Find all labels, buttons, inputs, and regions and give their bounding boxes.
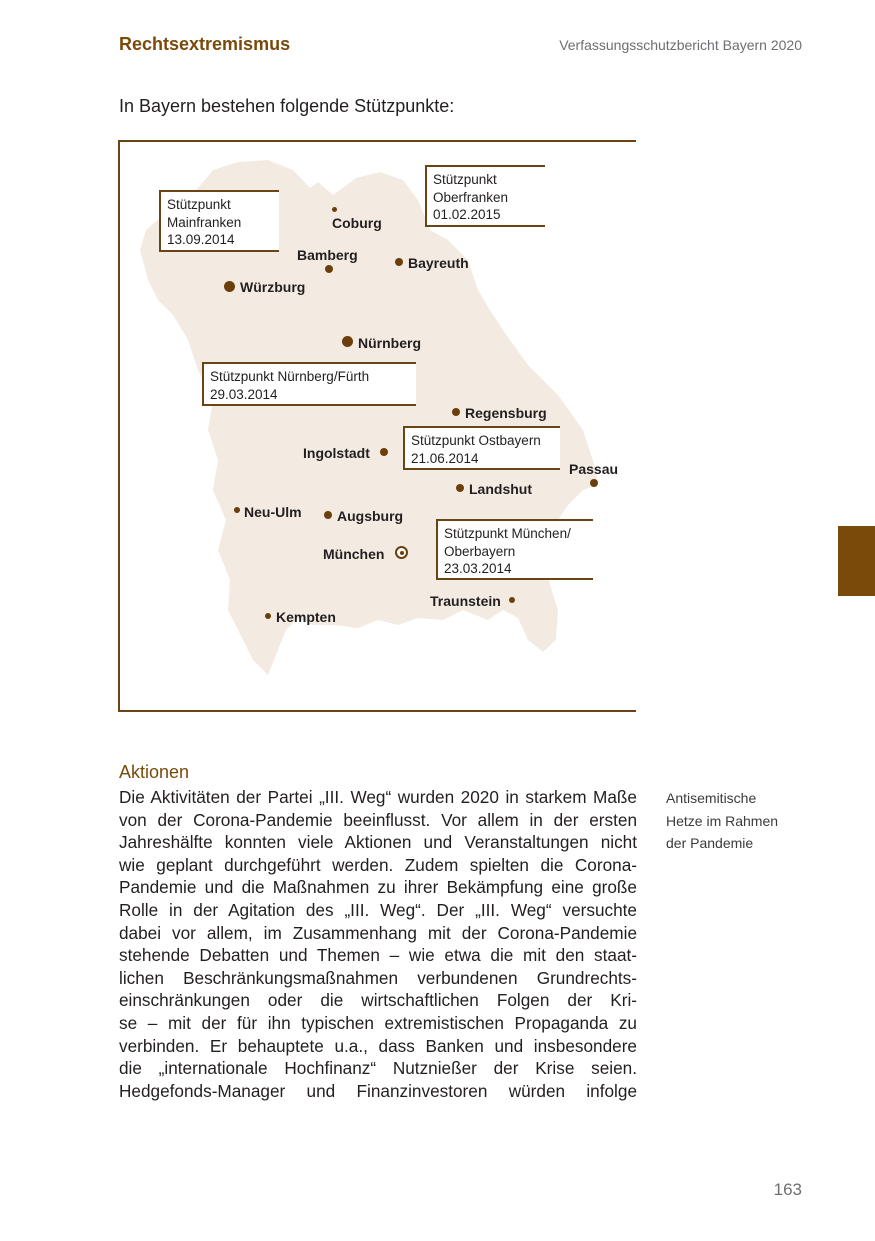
- passau-dot: [590, 479, 598, 487]
- margin-note: [666, 787, 778, 855]
- paragraph-line: Rolle in der Agitation des „III. Weg“. Der „III. Weg“ versuchte: [119, 899, 637, 920]
- landshut-dot: [456, 484, 464, 492]
- city-passau: Passau: [569, 461, 619, 477]
- city-muenchen: München: [323, 546, 385, 562]
- label-line: Oberbayern: [444, 543, 516, 559]
- label-box-muenchen-oberbayern: [436, 519, 593, 580]
- label-box-oberfranken: [425, 165, 545, 227]
- paragraph-line: stehende Debatten und Themen – wie etwa die mit den staat-: [119, 945, 637, 966]
- margin-note-line: Antisemitische: [666, 790, 757, 806]
- coburg-dot: [332, 207, 337, 212]
- margin-note-line: Hetze im Rahmen: [666, 812, 779, 829]
- chapter-thumb-tab: [838, 526, 875, 596]
- city-regensburg: Regensburg: [465, 405, 547, 421]
- label-box-ostbayern: [403, 426, 560, 470]
- city-bayreuth: Bayreuth: [408, 255, 469, 271]
- paragraph-line: Pandemie und die Maßnahmen zu ihrer Bekämpfung eine große: [119, 877, 637, 898]
- city-coburg: Coburg: [332, 215, 382, 231]
- paragraph-line: verbinden. Er behauptete u.a., dass Banken und insbesondere: [119, 1035, 637, 1056]
- label-line: Stützpunkt: [167, 197, 231, 212]
- running-header-publication: Verfassungsschutzbericht Bayern 2020: [559, 37, 802, 53]
- nuernberg-dot: [342, 336, 353, 347]
- label-line: Mainfranken: [167, 214, 242, 230]
- paragraph-line: Jahreshälfte konnten viele Aktionen und Veranstaltungen nicht: [119, 832, 637, 853]
- bamberg-dot: [325, 265, 333, 273]
- paragraph-line: von der Corona-Pandemie beeinflusst. Vor allem in der ersten: [119, 809, 637, 830]
- paragraph-line: dabei vor allem, im Zusammenhang mit der Corona-Pandemie: [119, 922, 637, 943]
- paragraph-line: wie geplant durchgeführt werden. Zudem spielten die Corona-: [119, 854, 637, 875]
- label-line: 01.02.2015: [433, 207, 501, 222]
- margin-note-line: der Pandemie: [666, 835, 754, 851]
- intro-text: In Bayern bestehen folgende Stützpunkte:: [119, 96, 455, 116]
- neu-ulm-dot: [234, 507, 240, 513]
- paragraph-line: se – mit der für ihn typischen extremistischen Propaganda zu: [119, 1012, 637, 1033]
- running-header-section: Rechtsextremismus: [119, 34, 291, 54]
- city-kempten: Kempten: [276, 609, 336, 625]
- label-line: 29.03.2014: [210, 386, 278, 402]
- wuerzburg-dot: [224, 281, 235, 292]
- regensburg-dot: [452, 408, 460, 416]
- label-line: Stützpunkt Nürnberg/Fürth: [210, 369, 370, 384]
- paragraph-line: Hedgefonds-Manager und Finanzinvestoren würden infolge: [119, 1080, 637, 1101]
- city-wuerzburg: Würzburg: [240, 279, 306, 295]
- label-line: Stützpunkt München/: [444, 526, 571, 541]
- city-neu-ulm: Neu-Ulm: [244, 504, 302, 520]
- city-bamberg: Bamberg: [297, 247, 358, 263]
- label-line: Stützpunkt: [433, 172, 497, 187]
- augsburg-dot: [324, 511, 332, 519]
- city-ingolstadt: Ingolstadt: [303, 445, 370, 461]
- label-line: Oberfranken: [433, 189, 509, 205]
- paragraph-line: die „internationale Hochfinanz“ Nutznießer der Krise seien.: [119, 1058, 637, 1079]
- ingolstadt-dot: [380, 448, 388, 456]
- paragraph-line: Die Aktivitäten der Partei „III. Weg“ wurden 2020 in starkem Maße: [119, 787, 637, 807]
- city-augsburg: Augsburg: [337, 508, 404, 524]
- city-nuernberg: Nürnberg: [358, 335, 421, 351]
- city-landshut: Landshut: [469, 481, 532, 497]
- page-number: 163: [773, 1180, 802, 1199]
- paragraph-line: lichen Beschränkungsmaßnahmen verbundenen Grundrechts-: [119, 967, 637, 988]
- traunstein-dot: [509, 597, 515, 603]
- label-box-nuernberg-fuerth: [202, 362, 416, 406]
- paragraph-line: einschränkungen oder die wirtschaftlichen Folgen der Kri-: [119, 990, 637, 1011]
- label-line: 13.09.2014: [167, 232, 235, 247]
- city-traunstein: Traunstein: [430, 593, 501, 609]
- label-box-mainfranken: [159, 190, 279, 252]
- body-paragraph: [119, 786, 637, 1102]
- label-line: 23.03.2014: [444, 561, 512, 576]
- label-line: 21.06.2014: [411, 450, 479, 466]
- label-line: Stützpunkt Ostbayern: [411, 433, 541, 448]
- muenchen-capital-marker: [395, 546, 408, 559]
- bayreuth-dot: [395, 258, 403, 266]
- section-title: Aktionen: [119, 762, 190, 782]
- kempten-dot: [265, 613, 271, 619]
